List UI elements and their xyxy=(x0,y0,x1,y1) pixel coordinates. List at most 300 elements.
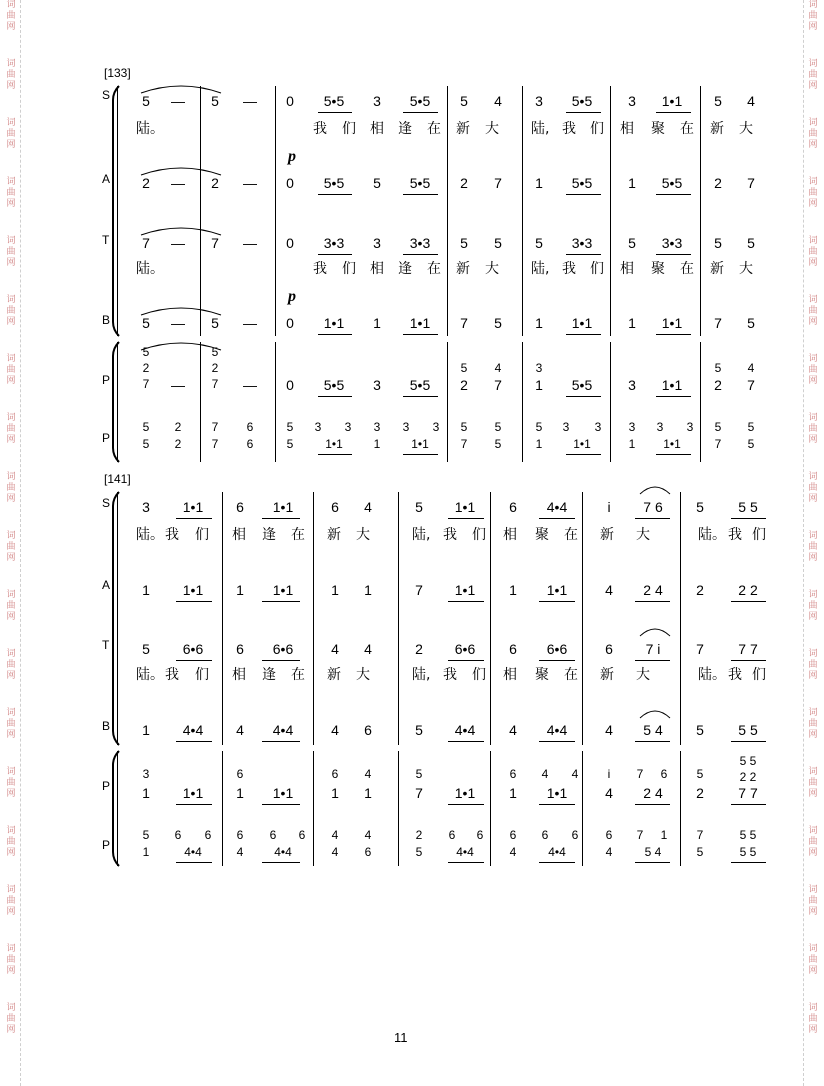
beam-underline xyxy=(539,862,575,863)
lyric-syllable: 聚 xyxy=(535,527,549,543)
note-numeral: 4•4 xyxy=(272,722,294,738)
sustain-dash: — xyxy=(243,175,257,191)
part-label-a: A xyxy=(102,578,111,592)
note-numeral: 5 xyxy=(373,175,381,191)
chord-note: 3 xyxy=(686,420,694,434)
chord-note: 5 xyxy=(415,845,423,859)
beam-underline xyxy=(731,660,766,661)
barline xyxy=(275,86,276,336)
beam-underline xyxy=(731,601,766,602)
note-numeral: 1•1 xyxy=(661,93,683,109)
watermark-glyphs: 词 曲 网 xyxy=(808,295,818,327)
lyric-syllable: 相 xyxy=(370,121,384,137)
chord-note: 2 xyxy=(415,828,423,842)
note-numeral: 1•1 xyxy=(182,582,204,598)
note-numeral: 1•1 xyxy=(409,315,431,331)
note-numeral: 6 xyxy=(509,499,517,515)
note-numeral: 3 xyxy=(373,377,381,393)
note-numeral: 4 xyxy=(236,722,244,738)
barline xyxy=(200,86,201,336)
note-numeral: 1 xyxy=(331,785,339,801)
note-numeral: 2 xyxy=(696,785,704,801)
note-numeral: 6 xyxy=(236,499,244,515)
note-numeral: 1 xyxy=(142,582,150,598)
note-numeral: 4 xyxy=(605,722,613,738)
beam-underline xyxy=(731,518,766,519)
chord-note: 5 4 xyxy=(644,845,662,859)
lyric-syllable: 我 xyxy=(443,667,457,683)
note-numeral: 0 xyxy=(286,93,294,109)
lyric-syllable: 相 xyxy=(232,527,246,543)
note-numeral: 5•5 xyxy=(323,93,345,109)
beam-underline xyxy=(635,741,670,742)
note-numeral: 1 xyxy=(142,722,150,738)
system-bracket xyxy=(113,492,119,745)
note-numeral: 5 5 xyxy=(738,722,758,738)
lyric-syllable: 大 xyxy=(739,261,753,277)
part-label-b: B xyxy=(102,719,111,733)
part-label-a: A xyxy=(102,172,111,186)
beam-underline xyxy=(403,454,438,455)
note-numeral: 5•5 xyxy=(323,377,345,393)
note-numeral: 5 xyxy=(714,93,722,109)
chord-note: 5 xyxy=(460,420,468,434)
note-numeral: 5•5 xyxy=(323,175,345,191)
chord-note: 4 xyxy=(571,767,579,781)
barline xyxy=(680,492,681,745)
note-numeral: 0 xyxy=(286,315,294,331)
chord-note: 5 xyxy=(211,345,219,359)
chord-note: 7 xyxy=(211,377,219,391)
lyric-syllable: 陆。 xyxy=(698,527,726,543)
beam-underline xyxy=(318,112,352,113)
beam-underline xyxy=(656,396,691,397)
beam-underline xyxy=(176,804,212,805)
watermark-glyphs: 词 曲 网 xyxy=(6,59,16,91)
dynamic-mark: p xyxy=(288,148,296,165)
sustain-dash: — xyxy=(171,315,185,331)
chord-note: 4 xyxy=(364,767,372,781)
note-numeral: 5 xyxy=(142,93,150,109)
watermark-glyphs: 词 曲 网 xyxy=(808,708,818,740)
lyric-syllable: 陆, xyxy=(412,667,431,683)
beam-underline xyxy=(635,518,670,519)
beam-underline xyxy=(539,804,575,805)
chord-note: 5 xyxy=(696,845,704,859)
note-numeral: 0 xyxy=(286,235,294,251)
lyric-syllable: 大 xyxy=(636,527,650,543)
lyric-syllable: 大 xyxy=(356,527,370,543)
system-bracket xyxy=(113,751,119,866)
sustain-dash: — xyxy=(243,315,257,331)
note-numeral: 5 xyxy=(415,499,423,515)
beam-underline xyxy=(731,741,766,742)
chord-note: 7 xyxy=(211,420,219,434)
watermark-glyphs: 词 曲 网 xyxy=(808,885,818,917)
lyric-syllable: 陆, xyxy=(412,527,431,543)
beam-underline xyxy=(731,862,766,863)
beam-underline xyxy=(656,112,691,113)
note-numeral: 1•1 xyxy=(454,499,476,515)
watermark-glyphs: 词 曲 网 xyxy=(808,177,818,209)
note-numeral: 1 xyxy=(364,785,372,801)
watermark-glyphs: 词 曲 网 xyxy=(808,472,818,504)
part-label-s: S xyxy=(102,88,111,102)
note-numeral: 1•1 xyxy=(546,582,568,598)
chord-note: 5 xyxy=(696,767,704,781)
note-numeral: 5 xyxy=(460,93,468,109)
note-numeral: 5 xyxy=(628,235,636,251)
chord-note: 7 xyxy=(142,377,150,391)
note-numeral: 5 xyxy=(211,315,219,331)
note-numeral: 3 xyxy=(373,93,381,109)
chord-note: 3 xyxy=(344,420,352,434)
beam-underline xyxy=(656,334,691,335)
note-numeral: 3•3 xyxy=(661,235,683,251)
note-numeral: 1 xyxy=(509,582,517,598)
beam-underline xyxy=(176,862,212,863)
watermark-glyphs: 词 曲 网 xyxy=(808,413,818,445)
lyric-syllable: 们 xyxy=(752,667,766,683)
note-numeral: 4 xyxy=(509,722,517,738)
note-numeral: 4 xyxy=(605,582,613,598)
note-numeral: 2 xyxy=(142,175,150,191)
chord-note: 2 xyxy=(174,420,182,434)
note-numeral: 1•1 xyxy=(323,315,345,331)
note-numeral: 5•5 xyxy=(409,175,431,191)
watermark-glyphs: 词 曲 网 xyxy=(6,708,16,740)
slur xyxy=(640,711,670,718)
note-numeral: 3 xyxy=(373,235,381,251)
chord-note: 4 xyxy=(236,845,244,859)
chord-note: 3 xyxy=(432,420,440,434)
chord-note: 3 xyxy=(402,420,410,434)
beam-underline xyxy=(448,741,484,742)
chord-note: 5 xyxy=(714,361,722,375)
chord-note: 7 xyxy=(714,437,722,451)
chord-note: 1 xyxy=(660,828,668,842)
slur xyxy=(141,168,221,175)
chord-note: 5 5 xyxy=(739,828,757,842)
lyric-syllable: 陆。 xyxy=(136,261,164,277)
rehearsal-mark: [141] xyxy=(104,472,131,486)
beam-underline xyxy=(635,862,670,863)
beam-underline xyxy=(731,804,766,805)
chord-note: 6 xyxy=(174,828,182,842)
chord-note: 6 xyxy=(236,767,244,781)
barline xyxy=(490,751,491,866)
lyric-syllable: 聚 xyxy=(651,121,665,137)
chord-note: 4 xyxy=(331,845,339,859)
watermark-glyphs: 词 曲 网 xyxy=(808,1003,818,1035)
lyric-syllable: 聚 xyxy=(651,261,665,277)
note-numeral: 1•1 xyxy=(272,582,294,598)
note-numeral: 5 4 xyxy=(643,722,663,738)
lyric-syllable: 在 xyxy=(680,261,694,277)
beam-underline xyxy=(656,454,691,455)
beam-underline xyxy=(176,741,212,742)
note-numeral: 1 xyxy=(364,582,372,598)
lyric-syllable: 们 xyxy=(195,667,209,683)
note-numeral: 1 xyxy=(331,582,339,598)
lyric-syllable: 新 xyxy=(600,527,614,543)
watermark-glyphs: 词 曲 网 xyxy=(808,944,818,976)
chord-note: 6 xyxy=(541,828,549,842)
sustain-dash: — xyxy=(243,235,257,251)
beam-underline xyxy=(318,254,352,255)
note-numeral: 1•1 xyxy=(454,582,476,598)
note-numeral: 1•1 xyxy=(454,785,476,801)
beam-underline xyxy=(176,660,212,661)
chord-note: 5 5 xyxy=(739,845,757,859)
chord-note: 6 xyxy=(236,828,244,842)
note-numeral: 5 xyxy=(535,235,543,251)
note-numeral: 1 xyxy=(628,315,636,331)
lyric-syllable: 相 xyxy=(503,527,517,543)
note-numeral: 1•1 xyxy=(546,785,568,801)
lyric-syllable: 大 xyxy=(485,261,499,277)
lyric-syllable: 新 xyxy=(456,121,470,137)
note-numeral: 3•3 xyxy=(323,235,345,251)
lyric-syllable: 大 xyxy=(485,121,499,137)
lyric-syllable: 逢 xyxy=(262,667,276,683)
chord-note: 6 xyxy=(476,828,484,842)
lyric-syllable: 我 xyxy=(165,527,179,543)
beam-underline xyxy=(262,518,300,519)
lyric-syllable: 们 xyxy=(472,667,486,683)
chord-note: 6 xyxy=(298,828,306,842)
lyric-syllable: 陆。 xyxy=(136,527,164,543)
slur xyxy=(141,86,221,93)
beam-underline xyxy=(635,660,670,661)
watermark-glyphs: 词 曲 网 xyxy=(6,413,16,445)
lyric-syllable: 陆, xyxy=(531,121,550,137)
part-label-p1: P xyxy=(102,373,111,387)
note-numeral: 4 xyxy=(331,722,339,738)
barline xyxy=(275,342,276,462)
barline xyxy=(398,751,399,866)
chord-note: 6 xyxy=(605,828,613,842)
barline xyxy=(582,751,583,866)
note-numeral: 7 xyxy=(494,175,502,191)
lyric-syllable: 们 xyxy=(342,121,356,137)
barline xyxy=(313,751,314,866)
chord-note: 5 xyxy=(494,437,502,451)
chord-note: 4•4 xyxy=(184,845,202,859)
chord-note: 3 xyxy=(628,420,636,434)
beam-underline xyxy=(656,254,691,255)
beam-underline xyxy=(566,454,601,455)
lyric-syllable: 在 xyxy=(680,121,694,137)
sustain-dash: — xyxy=(171,377,185,393)
chord-note: 5 xyxy=(747,420,755,434)
note-numeral: 4 xyxy=(331,641,339,657)
lyric-syllable: 我 xyxy=(443,527,457,543)
chord-note: 5 xyxy=(142,437,150,451)
note-numeral: 2 xyxy=(460,175,468,191)
note-numeral: 4 xyxy=(747,93,755,109)
beam-underline xyxy=(262,660,300,661)
note-numeral: 5•5 xyxy=(661,175,683,191)
note-numeral: 4 xyxy=(364,499,372,515)
note-numeral: 0 xyxy=(286,175,294,191)
beam-underline xyxy=(318,454,352,455)
chord-note: 6 xyxy=(246,420,254,434)
barline xyxy=(700,86,701,336)
note-numeral: 6•6 xyxy=(272,641,294,657)
lyric-syllable: 们 xyxy=(590,261,604,277)
chord-note: 4 xyxy=(331,828,339,842)
part-label-t: T xyxy=(102,638,110,652)
rehearsal-mark: [133] xyxy=(104,66,131,80)
chord-note: 1•1 xyxy=(325,437,343,451)
note-numeral: 7 xyxy=(415,785,423,801)
lyric-syllable: 聚 xyxy=(535,667,549,683)
chord-note: 5 xyxy=(460,361,468,375)
note-numeral: 5 xyxy=(460,235,468,251)
chord-note: 3 xyxy=(656,420,664,434)
chord-note: 4 xyxy=(494,361,502,375)
beam-underline xyxy=(566,334,601,335)
chord-note: 3 xyxy=(142,767,150,781)
note-numeral: 6•6 xyxy=(182,641,204,657)
chord-note: 6 xyxy=(509,767,517,781)
note-numeral: 3•3 xyxy=(409,235,431,251)
note-numeral: 1 xyxy=(535,315,543,331)
lyric-syllable: 逢 xyxy=(398,261,412,277)
watermark-glyphs: 词 曲 网 xyxy=(6,944,16,976)
lyric-syllable: 新 xyxy=(710,121,724,137)
note-numeral: 5 xyxy=(142,641,150,657)
beam-underline xyxy=(403,112,438,113)
chord-note: 5 xyxy=(286,437,294,451)
note-numeral: 1 xyxy=(509,785,517,801)
barline xyxy=(582,492,583,745)
sustain-dash: — xyxy=(243,377,257,393)
part-label-s: S xyxy=(102,496,111,510)
page-number: 11 xyxy=(394,1030,408,1045)
chord-note: 5 xyxy=(494,420,502,434)
chord-note: 2 xyxy=(211,361,219,375)
barline xyxy=(680,751,681,866)
note-numeral: 7 xyxy=(415,582,423,598)
watermark-glyphs: 词 曲 网 xyxy=(6,1003,16,1035)
watermark-glyphs: 词 曲 网 xyxy=(6,531,16,563)
note-numeral: 6•6 xyxy=(546,641,568,657)
watermark-glyphs: 词 曲 网 xyxy=(6,236,16,268)
lyric-syllable: 在 xyxy=(291,527,305,543)
system-bracket xyxy=(113,342,119,462)
chord-note: 5 xyxy=(142,420,150,434)
watermark-glyphs: 词 曲 网 xyxy=(808,118,818,150)
note-numeral: 7 7 xyxy=(738,785,758,801)
chord-note: 5 xyxy=(142,345,150,359)
note-numeral: i xyxy=(607,499,611,515)
note-numeral: 6 xyxy=(509,641,517,657)
slur xyxy=(640,487,670,494)
chord-note: 1 xyxy=(628,437,636,451)
note-numeral: 4•4 xyxy=(454,722,476,738)
lyric-syllable: 我 xyxy=(728,527,742,543)
watermark-glyphs: 词 曲 网 xyxy=(6,118,16,150)
note-numeral: 4•4 xyxy=(546,499,568,515)
lyric-syllable: 相 xyxy=(503,667,517,683)
barline xyxy=(490,492,491,745)
note-numeral: 2 2 xyxy=(738,582,758,598)
beam-underline xyxy=(566,254,601,255)
watermark-glyphs: 词 曲 网 xyxy=(6,177,16,209)
note-numeral: 5 xyxy=(494,315,502,331)
note-numeral: 2 4 xyxy=(643,582,663,598)
barline xyxy=(117,492,118,745)
lyric-syllable: 陆。 xyxy=(698,667,726,683)
lyric-syllable: 我 xyxy=(313,121,327,137)
lyric-syllable: 大 xyxy=(739,121,753,137)
lyric-syllable: 在 xyxy=(427,121,441,137)
sustain-dash: — xyxy=(171,175,185,191)
beam-underline xyxy=(566,194,601,195)
watermark-glyphs: 词 曲 网 xyxy=(6,354,16,386)
lyric-syllable: 我 xyxy=(562,121,576,137)
chord-note: 6 xyxy=(204,828,212,842)
beam-underline xyxy=(656,194,691,195)
beam-underline xyxy=(262,804,300,805)
watermark-glyphs: 词 曲 网 xyxy=(808,826,818,858)
chord-note: 3 xyxy=(373,420,381,434)
note-numeral: 7 xyxy=(211,235,219,251)
lyric-syllable: 我 xyxy=(562,261,576,277)
chord-note: 5 xyxy=(714,420,722,434)
beam-underline xyxy=(403,396,438,397)
note-numeral: 3 xyxy=(628,93,636,109)
note-numeral: 5•5 xyxy=(409,93,431,109)
beam-underline xyxy=(448,804,484,805)
watermark-glyphs: 词 曲 网 xyxy=(6,590,16,622)
lyric-syllable: 相 xyxy=(232,667,246,683)
beam-underline xyxy=(539,601,575,602)
chord-note: 6 xyxy=(246,437,254,451)
lyric-syllable: 我 xyxy=(165,667,179,683)
lyric-syllable: 们 xyxy=(195,527,209,543)
chord-note: 4 xyxy=(509,845,517,859)
chord-note: 7 xyxy=(460,437,468,451)
watermark-glyphs: 词 曲 网 xyxy=(6,0,16,32)
lyric-syllable: 们 xyxy=(472,527,486,543)
chord-note: 5 5 xyxy=(739,754,757,768)
chord-note: 1•1 xyxy=(411,437,429,451)
note-numeral: 5 5 xyxy=(738,499,758,515)
note-numeral: 7 6 xyxy=(643,499,663,515)
note-numeral: 6 xyxy=(236,641,244,657)
watermark-glyphs: 词 曲 网 xyxy=(808,590,818,622)
beam-underline xyxy=(539,741,575,742)
beam-underline xyxy=(566,396,601,397)
note-numeral: 5 xyxy=(494,235,502,251)
chord-note: 4•4 xyxy=(274,845,292,859)
barline xyxy=(610,342,611,462)
chord-note: 5 xyxy=(286,420,294,434)
chord-note: 6 xyxy=(269,828,277,842)
lyric-syllable: 逢 xyxy=(398,121,412,137)
chord-note: 5 xyxy=(747,437,755,451)
lyric-syllable: 陆。 xyxy=(136,667,164,683)
note-numeral: 7 xyxy=(747,377,755,393)
note-numeral: 6 xyxy=(331,499,339,515)
note-numeral: 1 xyxy=(628,175,636,191)
lyric-syllable: 相 xyxy=(370,261,384,277)
system-bracket xyxy=(113,86,119,336)
note-numeral: 1•1 xyxy=(661,377,683,393)
